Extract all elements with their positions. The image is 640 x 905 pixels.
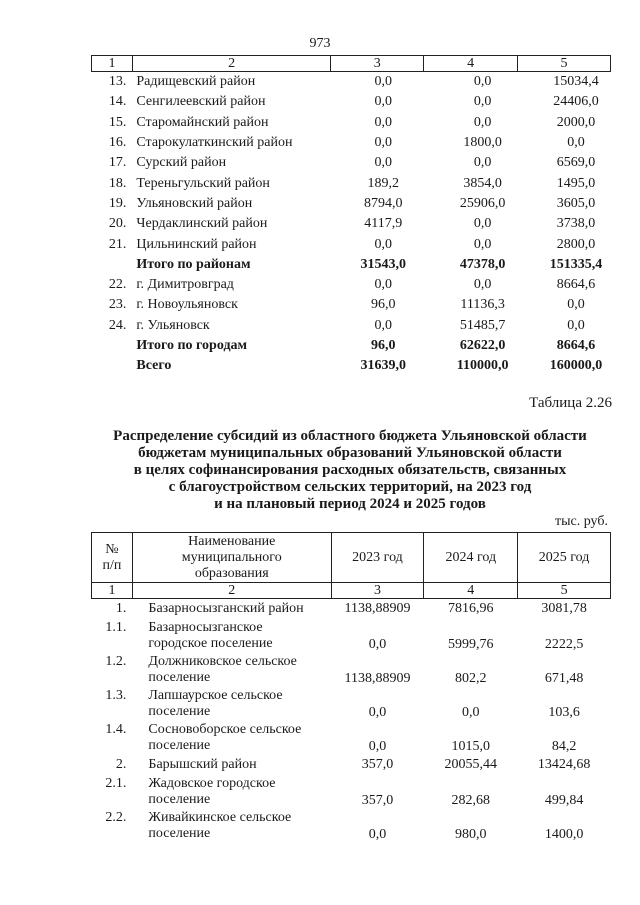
header-2025: 2025 год (518, 533, 611, 583)
value-2025: 151335,4 (549, 256, 603, 272)
table-row (92, 133, 611, 153)
table-row (92, 255, 611, 275)
row-name: Сенгилеевский район (136, 94, 266, 110)
row-name: Сурский район (136, 155, 227, 171)
value-2024: 110000,0 (456, 358, 509, 374)
value-2024: 1800,0 (463, 135, 502, 151)
table-row (92, 599, 611, 620)
header-text: муниципального (181, 549, 282, 565)
row-number: 19. (108, 195, 127, 211)
table-row (92, 809, 611, 843)
table-row (92, 687, 611, 721)
row-name-line: Базарносызганское (148, 620, 263, 635)
value-2023: 0,0 (374, 74, 393, 90)
row-name-line: поселение (148, 792, 211, 807)
row-name: Ульяновский район (136, 195, 253, 211)
row-name-line: поселение (148, 704, 211, 719)
row-name: Всего (136, 358, 172, 374)
table-row (92, 173, 611, 193)
col-number: 3 (331, 583, 424, 599)
value-2025: 2000,0 (556, 114, 596, 130)
title-line: с благоустройством сельских территорий, на 2023 год (168, 479, 532, 495)
row-number: 16. (108, 135, 127, 151)
value-2025: 6569,0 (556, 155, 596, 171)
row-name-line: Лапшаурское сельское (148, 688, 283, 703)
value-2023: 0,0 (374, 135, 393, 151)
header-text: Наименование (188, 533, 276, 549)
table-row (92, 336, 611, 356)
title-line: бюджетам муниципальных образований Ульяновской области (138, 445, 562, 461)
value-2023: 31543,0 (360, 256, 407, 272)
row-name-line: поселение (148, 826, 211, 841)
row-name-line: городское поселение (148, 636, 273, 651)
table-row (92, 92, 611, 112)
value-2024: 47378,0 (459, 256, 506, 272)
value-2025: 2222,5 (544, 637, 584, 652)
row-number: 22. (108, 277, 127, 293)
title-line: и на плановый период 2024 и 2025 годов (214, 496, 486, 512)
value-2025: 13424,68 (537, 757, 591, 772)
value-2023: 96,0 (371, 297, 396, 313)
value-2025: 8664,6 (556, 277, 596, 293)
value-2024: 51485,7 (459, 317, 506, 333)
column-number-row (92, 56, 611, 72)
value-2024: 0,0 (473, 216, 492, 232)
table-row (92, 653, 611, 687)
row-number: 21. (108, 236, 127, 252)
table-row (92, 214, 611, 234)
header-2023: 2023 год (331, 533, 424, 583)
subsidy-distribution-table (91, 532, 611, 843)
value-2024: 7816,96 (448, 601, 494, 616)
value-2025: 3081,78 (541, 601, 587, 616)
table-row (92, 775, 611, 809)
row-number: 20. (108, 216, 127, 232)
row-number: 2.2. (105, 810, 127, 825)
value-2025: 0,0 (567, 135, 585, 151)
row-name: Итого по районам (136, 256, 251, 272)
col-number: 4 (424, 583, 518, 599)
row-name (132, 809, 331, 843)
row-number: 13. (108, 74, 127, 90)
row-name (132, 721, 331, 755)
value-2023: 31639,0 (360, 358, 407, 374)
value-2023: 0,0 (374, 277, 393, 293)
table-row (92, 619, 611, 653)
header-text: № (105, 541, 119, 557)
row-name: Тереньгульский район (136, 175, 270, 191)
value-2023: 0,0 (368, 827, 387, 842)
value-2023: 0,0 (374, 236, 393, 252)
value-2023: 0,0 (368, 739, 387, 754)
row-number: 2. (115, 757, 127, 772)
value-2025: 24406,0 (553, 94, 599, 110)
row-name-line: Барышский район (148, 757, 257, 772)
row-number: 1. (115, 601, 127, 616)
value-2023: 0,0 (368, 705, 387, 720)
row-name: г. Димитровград (136, 277, 234, 293)
value-2025: 160000,0 (549, 358, 603, 374)
row-name (132, 755, 331, 775)
unit-label: тыс. руб. (555, 514, 608, 529)
row-name: Старокулаткинский район (136, 135, 293, 151)
page-number: 973 (309, 36, 331, 51)
value-2023: 1138,88909 (344, 601, 411, 616)
row-name: Старомайнский район (136, 114, 269, 130)
value-2024: 0,0 (473, 236, 492, 252)
col-number: 2 (132, 56, 331, 72)
value-2024: 20055,44 (444, 757, 498, 772)
table-row (92, 234, 611, 254)
row-number: 17. (108, 155, 127, 171)
row-name: Цильнинский район (136, 236, 257, 252)
row-number: 1.2. (105, 654, 127, 669)
row-name-line: Жадовское городское (148, 776, 276, 791)
table-row (92, 72, 611, 93)
value-2024: 3854,0 (463, 175, 502, 191)
row-name-line: поселение (148, 738, 211, 753)
table-row (92, 295, 611, 315)
row-name (132, 619, 331, 653)
value-2025: 671,48 (544, 671, 584, 686)
table-row (92, 316, 611, 336)
col-number: 5 (518, 583, 611, 599)
row-number: 15. (108, 114, 127, 130)
row-name (132, 599, 331, 620)
value-2025: 103,6 (548, 705, 580, 720)
table-title (80, 428, 620, 513)
value-2024: 0,0 (473, 155, 492, 171)
value-2024: 0,0 (462, 705, 480, 720)
row-name: г. Новоульяновск (136, 297, 238, 313)
row-name: Итого по городам (136, 338, 248, 353)
col-number: 3 (331, 56, 424, 72)
value-2024: 5999,76 (448, 637, 494, 652)
value-2024: 1015,0 (451, 739, 491, 754)
row-name (132, 687, 331, 721)
row-name: Радищевский район (136, 74, 256, 90)
col-number: 5 (518, 56, 611, 72)
header-text: образования (194, 565, 269, 581)
row-number: 2.1. (105, 776, 127, 791)
value-2023: 4117,9 (364, 216, 403, 232)
value-2023: 357,0 (361, 793, 394, 808)
table-row (92, 194, 611, 214)
row-number: 18. (108, 175, 127, 191)
value-2024: 0,0 (473, 74, 492, 90)
value-2024: 980,0 (455, 827, 487, 842)
table-row (92, 755, 611, 775)
col-number: 1 (92, 56, 133, 72)
row-name-line: Сосновоборское сельское (148, 722, 302, 737)
row-number: 24. (108, 317, 127, 333)
table-row (92, 153, 611, 173)
row-name-line: Должниковское сельское (148, 654, 297, 669)
table-row (92, 721, 611, 755)
value-2024: 25906,0 (459, 195, 506, 211)
table-label: Таблица 2.26 (529, 395, 612, 411)
value-2025: 3605,0 (556, 195, 596, 211)
col-number: 2 (132, 583, 331, 599)
row-name-line: Базарносызганский район (148, 601, 304, 616)
row-number: 1.4. (105, 722, 127, 737)
row-number: 14. (108, 94, 127, 110)
col-number: 4 (424, 56, 518, 72)
subsidy-table-continued (91, 55, 611, 376)
row-name: г. Ульяновск (136, 317, 210, 333)
value-2023: 1138,88909 (344, 671, 411, 686)
value-2024: 62622,0 (459, 338, 506, 353)
value-2024: 0,0 (473, 277, 492, 293)
col-number: 1 (92, 583, 133, 599)
row-name-line: Живайкинское сельское (148, 810, 292, 825)
value-2024: 0,0 (473, 114, 492, 130)
value-2025: 0,0 (567, 297, 585, 313)
row-name (132, 775, 331, 809)
value-2023: 8794,0 (364, 195, 403, 211)
value-2024: 11136,3 (460, 297, 505, 313)
column-number-row (92, 583, 611, 599)
value-2023: 0,0 (368, 637, 387, 652)
header-text: п/п (102, 557, 122, 573)
row-number (92, 255, 133, 275)
table-row (92, 356, 611, 376)
value-2025: 84,2 (551, 739, 577, 754)
value-2023: 357,0 (361, 757, 394, 772)
value-2023: 0,0 (374, 114, 393, 130)
value-2025: 3738,0 (556, 216, 596, 232)
value-2023: 0,0 (374, 317, 393, 333)
header-municipality (132, 533, 331, 583)
value-2025: 1400,0 (544, 827, 584, 842)
title-line: Распределение субсидий из областного бюджета Ульяновской области (113, 428, 587, 444)
table-row (92, 275, 611, 295)
row-number: 23. (108, 297, 127, 313)
value-2025: 499,84 (544, 793, 584, 808)
value-2023: 96,0 (371, 338, 396, 353)
table-row (92, 113, 611, 133)
header-2024: 2024 год (424, 533, 518, 583)
table-header-row (92, 533, 611, 583)
value-2025: 0,0 (567, 317, 585, 333)
row-number (92, 336, 133, 356)
value-2025: 1495,0 (556, 175, 596, 191)
row-number: 1.3. (105, 688, 127, 703)
title-line: в целях софинансирования расходных обязательств, связанных (133, 462, 567, 478)
value-2023: 189,2 (367, 175, 400, 191)
row-number (92, 356, 133, 376)
value-2023: 0,0 (374, 94, 393, 110)
value-2024: 802,2 (455, 671, 487, 686)
value-2025: 15034,4 (553, 74, 599, 90)
value-2024: 0,0 (473, 94, 492, 110)
row-number: 1.1. (105, 620, 127, 635)
row-name-line: поселение (148, 670, 211, 685)
value-2025: 2800,0 (556, 236, 596, 252)
header-number (92, 533, 133, 583)
value-2024: 282,68 (451, 793, 491, 808)
value-2023: 0,0 (374, 155, 393, 171)
row-name (132, 653, 331, 687)
row-name: Чердаклинский район (136, 216, 268, 232)
value-2025: 8664,6 (556, 338, 596, 353)
